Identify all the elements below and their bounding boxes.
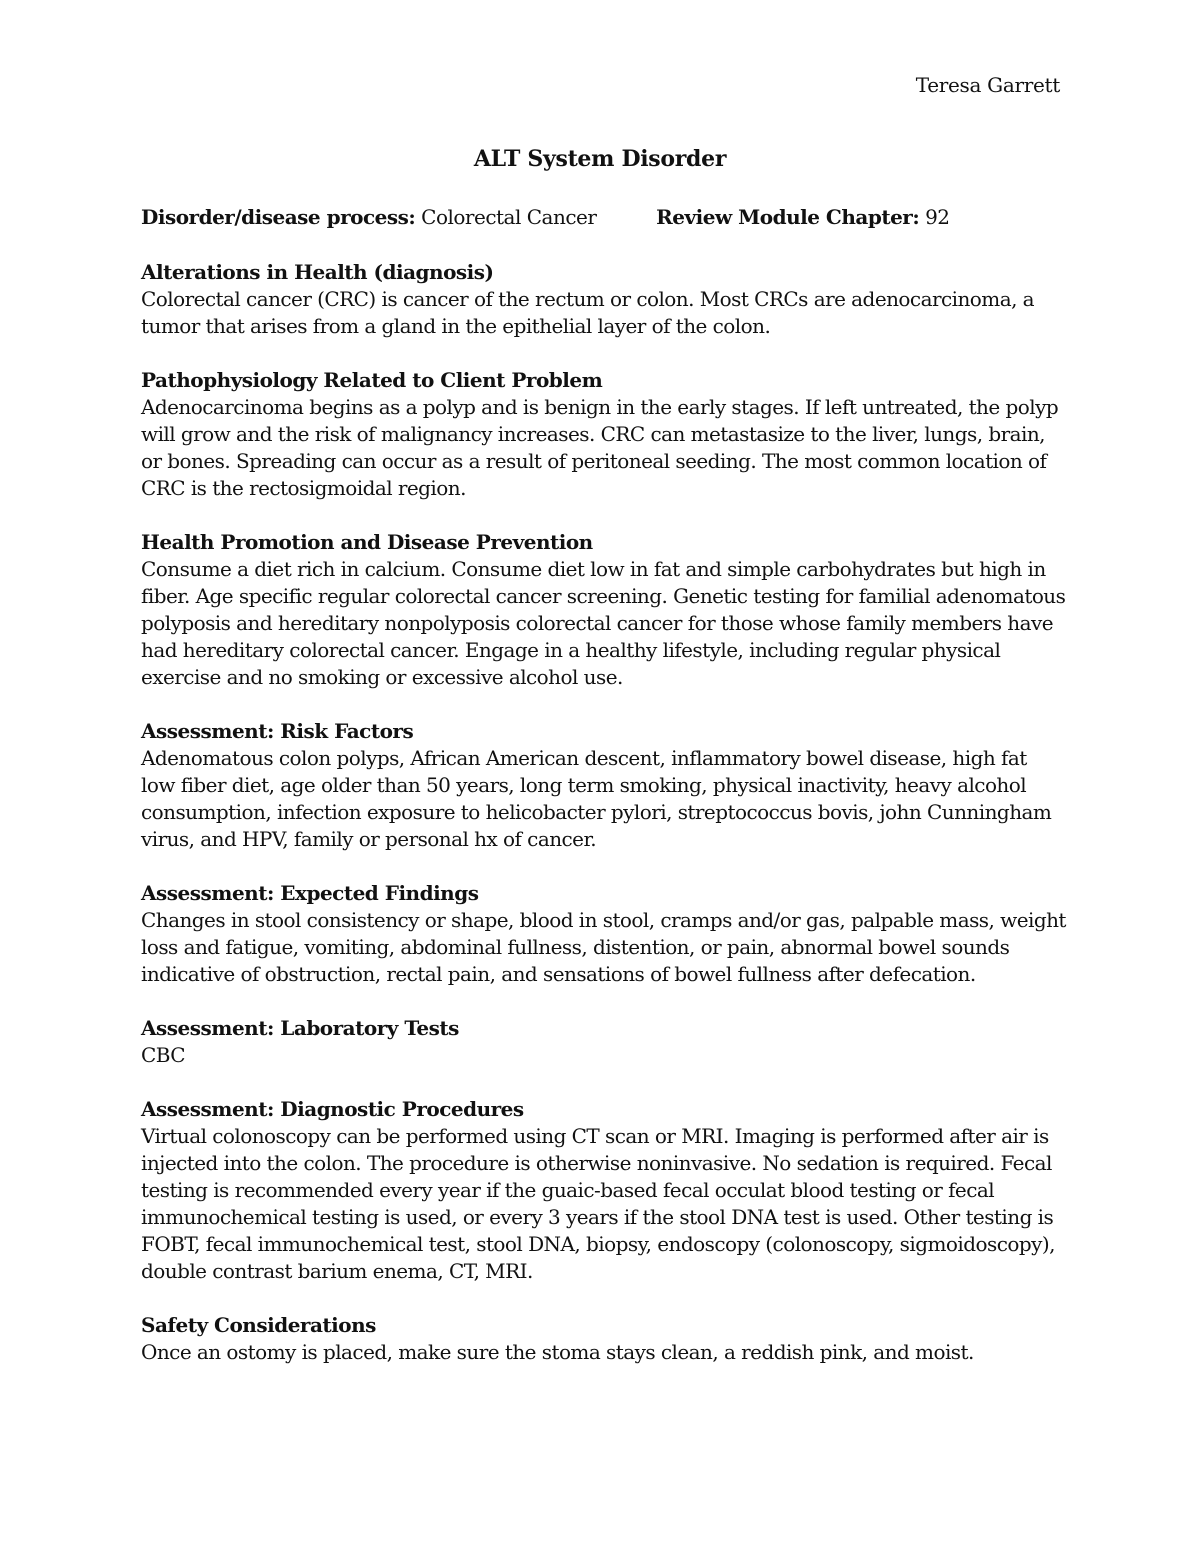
section-laboratory-tests — [141, 1015, 1066, 1069]
section-body: Colorectal cancer (CRC) is cancer of the rectum or colon. Most CRCs are adenocarcinoma, a tumor that arises from a gland in the epithelial layer of the colon. — [141, 287, 1035, 338]
section-body: CBC — [141, 1043, 186, 1067]
section-pathophysiology — [141, 367, 1066, 502]
section-diagnostic-procedures — [141, 1096, 1066, 1285]
section-heading: Assessment: Risk Factors — [141, 719, 414, 743]
section-heading: Health Promotion and Disease Prevention — [141, 530, 593, 554]
document-title: ALT System Disorder — [473, 146, 727, 172]
section-body: Adenomatous colon polyps, African American descent, inflammatory bowel disease, high fat low fiber diet, age older than 50 years, long term smoking, physical inactivity, heavy alcohol consumption, infection exposure to helicobacter pylori, streptococcus bovis, john Cunningham virus, and HPV, family or personal hx of cancer. — [141, 746, 1052, 851]
section-heading: Assessment: Expected Findings — [141, 881, 479, 905]
section-expected-findings — [141, 880, 1066, 988]
section-heading: Assessment: Diagnostic Procedures — [141, 1097, 524, 1121]
section-body: Consume a diet rich in calcium. Consume diet low in fat and simple carbohydrates but high in fiber. Age specific regular colorectal cancer screening. Genetic testing for familial adenomatous polyposis and hereditary nonpolyposis colorectal cancer for those whose family members have had hereditary colorectal cancer. Engage in a healthy lifestyle, including regular physical exercise and no smoking or excessive alcohol use. — [141, 557, 1066, 689]
disorder-label: Disorder/disease process: — [141, 205, 416, 229]
section-health-promotion — [141, 529, 1066, 691]
section-heading: Assessment: Laboratory Tests — [141, 1016, 459, 1040]
section-heading: Pathophysiology Related to Client Problem — [141, 368, 603, 392]
section-body: Once an ostomy is placed, make sure the stoma stays clean, a reddish pink, and moist. — [141, 1340, 974, 1364]
document-body — [141, 259, 1066, 1393]
section-body: Adenocarcinoma begins as a polyp and is benign in the early stages. If left untreated, the polyp will grow and the risk of malignancy increases. CRC can metastasize to the liver, lungs, brain, or bones. Spreading can occur as a result of peritoneal seeding. The most common location of CRC is the rectosigmoidal region. — [141, 395, 1059, 500]
chapter-label: Review Module Chapter: — [656, 205, 920, 229]
disorder-chapter-line — [141, 204, 1061, 231]
disorder-value: Colorectal Cancer — [421, 205, 597, 229]
section-body: Virtual colonoscopy can be performed using CT scan or MRI. Imaging is performed after air is injected into the colon. The procedure is otherwise noninvasive. No sedation is required. Fecal testing is recommended every year if the guaic-based fecal occulat blood testing or fecal immunochemical testing is used, or every 3 years if the stool DNA test is used. Other testing is FOBT, fecal immunochemical test, stool DNA, biopsy, endoscopy (colonoscopy, sigmoidoscopy), double contrast barium enema, CT, MRI. — [141, 1124, 1055, 1283]
section-safety-considerations — [141, 1312, 1066, 1366]
section-risk-factors — [141, 718, 1066, 853]
author-name: Teresa Garrett — [915, 73, 1060, 97]
section-heading: Alterations in Health (diagnosis) — [141, 260, 494, 284]
section-heading: Safety Considerations — [141, 1313, 376, 1337]
chapter-value: 92 — [925, 205, 950, 229]
section-alterations-in-health — [141, 259, 1066, 340]
section-body: Changes in stool consistency or shape, blood in stool, cramps and/or gas, palpable mass, weight loss and fatigue, vomiting, abdominal fullness, distention, or pain, abnormal bowel sounds indicative of obstruction, rectal pain, and sensations of bowel fullness after defecation. — [141, 908, 1066, 986]
